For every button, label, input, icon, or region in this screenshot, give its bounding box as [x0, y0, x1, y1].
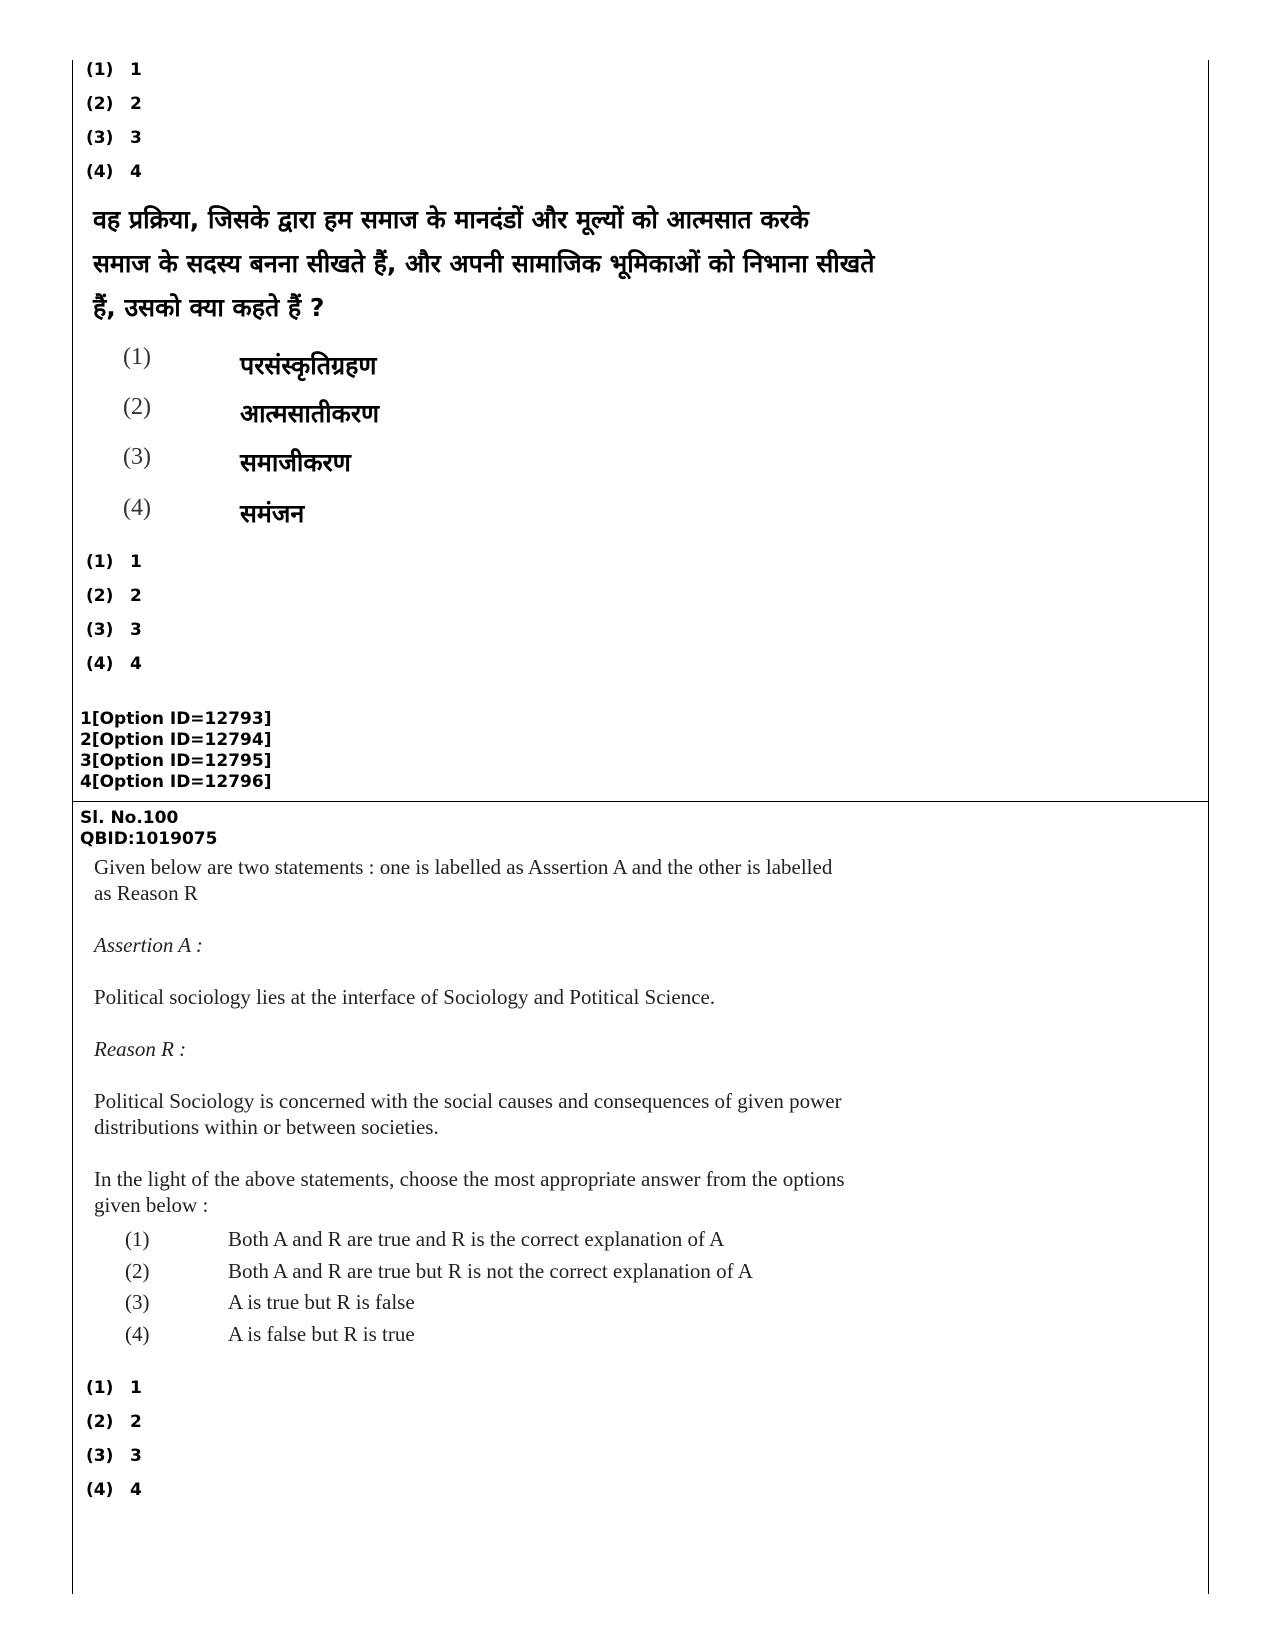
answer-option-4: (4) 4 — [86, 162, 142, 182]
hindi-question-text — [93, 198, 1093, 330]
answer-option-2: (2) 2 — [86, 1412, 142, 1432]
assertion-text: Political sociology lies at the interface of Sociology and Potitical Science. — [94, 985, 716, 1009]
answer-option-4: (4) 4 — [86, 1480, 142, 1500]
question-divider — [72, 801, 1209, 802]
english-option-text: Both A and R are true but R is not the correct explanation of A — [228, 1259, 753, 1283]
answer-option-2: (2) 2 — [86, 94, 142, 114]
option-id: 2[Option ID=12794] — [80, 730, 272, 750]
serial-number: Sl. No.100 — [80, 808, 179, 828]
english-option-number: (4) — [125, 1322, 150, 1346]
answer-option-3: (3) 3 — [86, 620, 142, 640]
english-option-number: (3) — [125, 1290, 150, 1314]
answer-option-1: (1) 1 — [86, 552, 142, 572]
english-option-number: (2) — [125, 1259, 150, 1283]
answer-option-3: (3) 3 — [86, 128, 142, 148]
hindi-question-line: समाज के सदस्य बनना सीखते हैं, और अपनी सामाजिक भूमिकाओं को निभाना सीखते — [93, 249, 875, 278]
question-header — [80, 808, 217, 850]
option-id-list — [80, 709, 271, 793]
right-border — [1208, 60, 1209, 1594]
hindi-option-text: समाजीकरण — [240, 448, 351, 477]
answer-option-4: (4) 4 — [86, 654, 142, 674]
hindi-option-text: आत्मसातीकरण — [240, 399, 380, 428]
answer-option-1: (1) 1 — [86, 60, 142, 80]
english-option-text: Both A and R are true and R is the correct explanation of A — [228, 1227, 725, 1251]
hindi-question-line: हैं, उसको क्या कहते हैं ? — [93, 293, 325, 322]
answer-option-1: (1) 1 — [86, 1378, 142, 1398]
option-id: 1[Option ID=12793] — [80, 709, 272, 729]
hindi-option-number: (1) — [123, 344, 151, 370]
hindi-option-number: (4) — [123, 495, 151, 521]
english-option-number: (1) — [125, 1227, 150, 1251]
qbid: QBID:1019075 — [80, 829, 218, 849]
english-option-text: A is true but R is false — [228, 1290, 415, 1314]
hindi-question-line: वह प्रक्रिया, जिसके द्वारा हम समाज के मानदंडों और मूल्यों को आत्मसात करके — [93, 205, 809, 234]
english-option-text: A is false but R is true — [228, 1322, 415, 1346]
option-id: 3[Option ID=12795] — [80, 751, 272, 771]
left-border — [72, 60, 73, 1594]
answer-option-2: (2) 2 — [86, 586, 142, 606]
assertion-label: Assertion A : — [94, 933, 203, 957]
option-id: 4[Option ID=12796] — [80, 772, 272, 792]
hindi-option-number: (3) — [123, 444, 151, 470]
reason-label: Reason R : — [94, 1037, 187, 1061]
hindi-option-text: परसंस्कृतिग्रहण — [240, 351, 377, 380]
instruction-text: In the light of the above statements, choose the most appropriate answer from the options given below : — [94, 1167, 845, 1217]
reason-text: Political Sociology is concerned with the social causes and consequences of given power distributions within or between societies. — [94, 1089, 842, 1139]
answer-option-3: (3) 3 — [86, 1446, 142, 1466]
hindi-option-number: (2) — [123, 394, 151, 420]
hindi-option-text: समंजन — [240, 499, 305, 528]
question-intro: Given below are two statements : one is labelled as Assertion A and the other is labelled as Reason R — [94, 855, 833, 905]
